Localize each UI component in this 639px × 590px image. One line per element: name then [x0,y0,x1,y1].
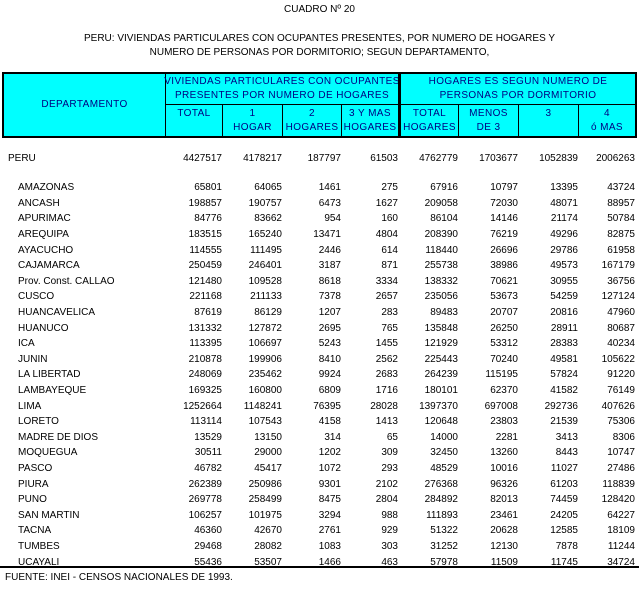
row-value: 76149 [607,385,635,397]
row-value: 91220 [607,369,635,381]
row-label: ICA [18,338,35,350]
row-value: 183515 [188,229,222,241]
row-value: 614 [381,244,398,256]
row-label: PIURA [18,478,49,490]
row-value: 235462 [248,369,282,381]
row-value: 24205 [550,509,578,521]
row-value: 53673 [490,291,518,303]
row-value: 13471 [313,229,341,241]
row-value: 47960 [607,307,635,319]
row-value: 65801 [194,182,222,194]
row-value: 697008 [484,400,518,412]
row-value: 53312 [490,338,518,350]
row-value: 127124 [601,291,635,303]
row-value: 21174 [550,213,578,225]
row-label: APURIMAC [18,213,71,225]
row-value: 29468 [194,540,222,552]
row-value: 70240 [490,353,518,365]
row-value: 180101 [424,385,458,397]
row-label: LORETO [18,416,59,428]
row-value: 2102 [375,478,398,490]
row-value: 988 [381,509,398,521]
row-value: 86104 [430,213,458,225]
row-value: 121480 [188,275,222,287]
row-value: 283 [381,307,398,319]
row-value: 269778 [188,494,222,506]
row-value: 250986 [248,478,282,490]
row-value: 929 [381,525,398,537]
row-value: 36756 [607,275,635,287]
row-value: 55436 [194,556,222,568]
row-value: 75306 [607,416,635,428]
row-value: 20628 [490,525,518,537]
row-value: 1627 [375,197,398,209]
row-value: 3187 [318,260,341,272]
row-label: ANCASH [18,197,60,209]
row-value: 45417 [254,462,282,474]
table-row [4,352,635,368]
row-value: 303 [381,540,398,552]
row-value: 31252 [430,540,458,552]
row-label: PASCO [18,462,53,474]
row-value: 1207 [318,307,341,319]
row-label: Prov. Const. CALLAO [18,275,115,287]
row-value: 111495 [250,244,282,256]
column-group-hogares [398,74,635,105]
row-value: 46782 [194,462,222,474]
row-label: LA LIBERTAD [18,369,81,381]
row-value: 76395 [313,400,341,412]
table-row [4,242,635,258]
column-header-total-hogares: TOTAL HOGARES [398,105,458,136]
row-label: CUSCO [18,291,55,303]
row-value: 28911 [550,322,578,334]
row-value: 199906 [248,353,282,365]
row-value: 114555 [189,244,222,256]
row-value: 262389 [188,478,222,490]
row-value: 106697 [248,338,282,350]
row-value: 120648 [424,416,458,428]
row-value: 2761 [318,525,341,537]
row-value: 8475 [318,494,341,506]
row-value: 2006263 [596,152,635,164]
row-value: 12585 [550,525,578,537]
table-subtitle-line1: PERU: VIVIENDAS PARTICULARES CON OCUPANTES PRESENTES, POR NUMERO DE HOGARES Y [83,33,556,44]
row-value: 30511 [194,447,222,459]
row-value: 14000 [430,431,458,443]
row-value: 1703677 [479,152,518,164]
row-value: 4804 [375,229,398,241]
row-value: 2804 [375,494,398,506]
row-value: 23803 [490,416,518,428]
row-value: 292736 [544,400,578,412]
column-header-departamento: DEPARTAMENTO [41,99,128,110]
row-value: 1461 [318,182,341,194]
row-value: 190757 [248,197,282,209]
table-row [4,476,635,492]
row-value: 1252664 [183,400,222,412]
row-value: 84776 [194,213,222,225]
row-value: 284892 [424,494,458,506]
row-label: AYACUCHO [18,244,74,256]
row-value: 111893 [426,509,458,521]
row-value: 6473 [318,197,341,209]
column-header-total: TOTAL [165,105,222,136]
row-value: 407626 [601,400,635,412]
row-value: 21539 [550,416,578,428]
page-title: CUADRO Nº 20 [284,4,355,15]
row-value: 10797 [490,182,518,194]
table-footer [0,566,639,583]
row-label: SAN MARTIN [18,509,80,521]
table-row [4,150,635,166]
table-row [4,523,635,539]
row-value: 53507 [254,556,282,568]
column-header-3: 3 [518,105,578,136]
row-value: 1716 [375,385,398,397]
row-value: 86129 [254,307,282,319]
row-value: 314 [324,431,341,443]
row-value: 64065 [254,182,282,194]
row-value: 11509 [490,556,518,568]
row-value: 131332 [188,322,222,334]
row-value: 7878 [555,540,578,552]
row-value: 221168 [189,291,222,303]
row-value: 11745 [550,556,578,568]
row-value: 13260 [490,447,518,459]
table-row [4,445,635,461]
row-value: 128420 [601,494,635,506]
row-value: 160 [381,213,398,225]
row-value: 109528 [248,275,282,287]
row-value: 2695 [318,322,341,334]
row-value: 127872 [248,322,282,334]
table-body [4,150,635,570]
row-value: 225443 [424,353,458,365]
source-note: FUENTE: INEI - CENSOS NACIONALES DE 1993. [5,572,233,583]
row-value: 29786 [550,244,578,256]
row-value: 1083 [318,540,341,552]
row-value: 9924 [318,369,341,381]
row-value: 246401 [248,260,282,272]
row-value: 2562 [375,353,398,365]
row-value: 38986 [490,260,518,272]
row-label: TUMBES [18,540,60,552]
row-value: 165240 [248,229,282,241]
row-label: JUNIN [18,353,48,365]
row-value: 89483 [430,307,458,319]
row-value: 7378 [318,291,341,303]
row-value: 167179 [601,260,635,272]
row-value: 28383 [550,338,578,350]
row-label: PERU [8,152,36,164]
row-value: 4762779 [419,152,458,164]
row-value: 28082 [254,540,282,552]
row-value: 138332 [424,275,458,287]
column-group-hogares-line1: HOGARES ES SEGUN NUMERO DE [428,76,608,87]
table-row [4,320,635,336]
table-row [4,398,635,414]
table-row [4,180,635,196]
row-label: PUNO [18,494,47,506]
table-row [4,539,635,555]
row-value: 235056 [424,291,458,303]
row-value: 11027 [550,462,578,474]
row-value: 2281 [495,431,518,443]
row-value: 20816 [550,307,578,319]
row-value: 1466 [318,556,341,568]
row-value: 8618 [318,275,341,287]
row-label: LIMA [18,400,42,412]
row-value: 264239 [424,369,458,381]
row-value: 255738 [424,260,458,272]
column-group-viviendas-line2: PRESENTES POR NUMERO DE HOGARES [174,90,390,101]
row-label: LAMBAYEQUE [18,385,87,397]
row-value: 82013 [490,494,518,506]
row-value: 49296 [550,229,578,241]
row-label: MOQUEGUA [18,447,78,459]
row-value: 49573 [550,260,578,272]
row-value: 26696 [490,244,518,256]
row-value: 83662 [254,213,282,225]
column-header-3-y-mas-hogares: 3 Y MAS HOGARES [341,105,398,136]
table-row [4,211,635,227]
column-header-4-o-mas: 4 ó MAS [578,105,635,136]
row-label: TACNA [18,525,52,537]
row-value: 2657 [375,291,398,303]
row-value: 6809 [318,385,341,397]
row-value: 3413 [555,431,578,443]
row-value: 57824 [550,369,578,381]
column-group-viviendas-line1: VIVIENDAS PARTICULARES CON OCUPANTES [164,76,400,87]
row-value: 76219 [490,229,518,241]
row-label: MADRE DE DIOS [18,431,99,443]
row-value: 30955 [550,275,578,287]
column-header-1-hogar: 1 HOGAR [222,105,282,136]
row-value: 210878 [188,353,222,365]
table-row [4,507,635,523]
row-value: 4178217 [243,152,282,164]
row-value: 463 [381,556,398,568]
row-value: 765 [381,322,398,334]
row-value: 32450 [430,447,458,459]
row-value: 13395 [550,182,578,194]
column-group-hogares-line2: PERSONAS POR DORMITORIO [439,90,597,101]
row-value: 211133 [250,291,282,303]
table-row [4,336,635,352]
row-value: 276368 [424,478,458,490]
row-value: 48071 [550,197,578,209]
row-value: 26250 [490,322,518,334]
row-value: 4427517 [183,152,222,164]
table-row [4,430,635,446]
row-value: 1052839 [539,152,578,164]
table-row [4,305,635,321]
table-header [2,72,637,138]
row-value: 51322 [430,525,458,537]
row-value: 1413 [375,416,398,428]
row-value: 18109 [607,525,635,537]
row-value: 11244 [607,540,635,552]
row-value: 57978 [430,556,458,568]
column-header-menos-de-3: MENOS DE 3 [458,105,518,136]
table-row [4,414,635,430]
table-row [4,383,635,399]
row-value: 12130 [490,540,518,552]
row-value: 3294 [318,509,341,521]
row-value: 42670 [254,525,282,537]
row-value: 1072 [318,462,341,474]
column-header-2-hogares: 2 HOGARES [282,105,341,136]
row-value: 87619 [194,307,222,319]
row-value: 48529 [430,462,458,474]
row-value: 74459 [550,494,578,506]
row-value: 64227 [607,509,635,521]
row-value: 107543 [248,416,282,428]
table-row [4,289,635,305]
row-value: 8443 [555,447,578,459]
row-value: 209058 [424,197,458,209]
row-value: 61503 [370,152,398,164]
row-value: 70621 [490,275,518,287]
table-subtitle-line2: NUMERO DE PERSONAS POR DORMITORIO; SEGUN DEPARTAMENTO, [149,47,490,58]
row-value: 28028 [370,400,398,412]
row-value: 23461 [490,509,518,521]
row-value: 2446 [318,244,341,256]
row-value: 1202 [318,447,341,459]
row-value: 65 [386,431,398,443]
row-value: 96326 [490,478,518,490]
table-row [4,461,635,477]
row-value: 10016 [490,462,518,474]
row-value: 208390 [424,229,458,241]
row-value: 118839 [602,478,635,490]
row-value: 115195 [485,369,518,381]
row-label: HUANCAVELICA [18,307,96,319]
row-value: 169325 [188,385,222,397]
row-value: 67916 [430,182,458,194]
row-value: 954 [324,213,341,225]
row-value: 871 [381,260,398,272]
table-row [4,492,635,508]
row-value: 80687 [607,322,635,334]
row-label: UCAYALI [18,556,60,568]
row-value: 13150 [254,431,282,443]
table-row [4,196,635,212]
row-value: 121929 [424,338,458,350]
row-value: 293 [381,462,398,474]
row-value: 2683 [375,369,398,381]
row-value: 1148241 [243,400,282,412]
row-value: 1397370 [419,400,458,412]
row-value: 54259 [550,291,578,303]
row-value: 61958 [607,244,635,256]
row-value: 10747 [607,447,635,459]
row-value: 250459 [188,260,222,272]
row-value: 4158 [318,416,341,428]
row-value: 198857 [188,197,222,209]
row-value: 1455 [375,338,398,350]
row-value: 9301 [318,478,341,490]
row-value: 187797 [307,152,341,164]
row-value: 113114 [190,416,222,428]
row-value: 14146 [490,213,518,225]
row-value: 72030 [490,197,518,209]
row-value: 50784 [607,213,635,225]
row-value: 101975 [248,509,282,521]
row-value: 309 [381,447,398,459]
row-value: 3334 [375,275,398,287]
row-value: 105622 [601,353,635,365]
row-value: 49581 [550,353,578,365]
row-value: 160800 [248,385,282,397]
table-row [4,367,635,383]
row-value: 258499 [248,494,282,506]
row-label: AREQUIPA [18,229,69,241]
row-value: 8306 [612,431,635,443]
row-value: 135848 [424,322,458,334]
row-value: 40234 [607,338,635,350]
row-value: 46360 [194,525,222,537]
row-value: 248069 [188,369,222,381]
row-label: HUANUCO [18,322,69,334]
row-value: 29000 [254,447,282,459]
row-value: 43724 [607,182,635,194]
row-label: CAJAMARCA [18,260,80,272]
row-value: 27486 [607,462,635,474]
table-row [4,258,635,274]
row-value: 275 [381,182,398,194]
row-value: 20707 [490,307,518,319]
column-group-viviendas [165,74,398,105]
table-row [4,274,635,290]
row-value: 5243 [318,338,341,350]
row-value: 13529 [194,431,222,443]
row-value: 8410 [318,353,341,365]
row-value: 88957 [607,197,635,209]
row-value: 82875 [607,229,635,241]
row-value: 106257 [188,509,222,521]
row-value: 41582 [550,385,578,397]
row-label: AMAZONAS [18,182,75,194]
row-value: 113395 [189,338,222,350]
row-value: 61203 [550,478,578,490]
row-value: 62370 [490,385,518,397]
row-value: 118440 [425,244,458,256]
row-value: 34724 [607,556,635,568]
table-row [4,227,635,243]
